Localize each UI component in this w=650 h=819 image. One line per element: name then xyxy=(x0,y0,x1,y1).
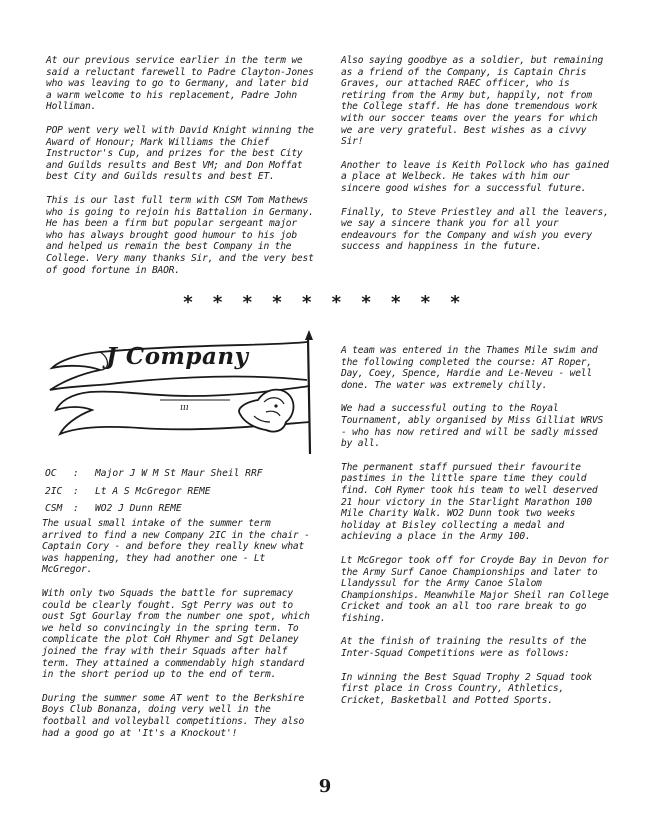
paragraph-thames-swim: A team was entered in the Thames Mile swim and the following completed the course: AT Roper, Day, Coey, Spence, Hardie and Le-Neveu - well done. The water was extremely chilly. xyxy=(341,345,598,391)
staff-name: Lt A S McGregor REME xyxy=(95,485,211,497)
bottom-left-column xyxy=(42,518,315,751)
top-right-column xyxy=(341,55,613,265)
paragraph-royal-tournament: We had a successful outing to the Royal Tournament, ably organised by Miss Gilliat WRVS - who has now retired and will be sadly missed by all. xyxy=(341,403,604,450)
svg-text:ııı: ııı xyxy=(180,403,189,413)
staff-name: Major J W M St Maur Sheil RRF xyxy=(95,468,263,479)
top-left-column xyxy=(46,55,316,288)
paragraph-canoe: Lt McGregor took off for Croyde Bay in Devon for the Army Surf Canoe Championships and later to Llandyssul for the Army Canoe Slalom Championships. Meanwhile Major Sheil ran College Cricket and took an all too rare break to go fishing. xyxy=(341,554,609,624)
bottom-right-column xyxy=(341,345,613,718)
staff-role: CSM xyxy=(45,503,63,515)
paragraph-best-squad: In winning the Best Squad Trophy 2 Squad took first place in Cross Country, Athletics, Cricket, Basketball and Potted Sports. xyxy=(341,671,592,706)
staff-row-csm xyxy=(45,500,325,518)
paragraph-squads: With only two Squads the battle for supremacy could be clearly fought. Sgt Perry was out to oust Sgt Gourlay from the number one spot, which we held so convincingly in the spring term. To complicate the plot CoH Rhymer and Sgt Delaney joined the fray with their Squads after half term. They attained a commendably high standard in the short period up to the end of term. xyxy=(42,587,310,681)
staff-row-2ic xyxy=(45,483,325,501)
staff-row-oc xyxy=(45,465,325,483)
staff-colon: : xyxy=(73,468,79,479)
paragraph-captain-graves: Also saying goodbye as a soldier, but remaining as a friend of the Company, is Captain Chris Graves, our attached RAEC officer, who is retiring from the Army but, happily, not from the College staff. He has done tremendous work with our soccer teams over the years for which we are very grateful. Best wishes as a civvy Sir! xyxy=(341,55,604,148)
paragraph-csm-farewell: This is our last full term with CSM Tom Mathews who is going to rejoin his Battalion in Germany. He has been a firm but popular sergeant major who has always brought good humour to his job and helped us remain the best Company in the College. Very many thanks Sir, and the very best of good fortune in BAOR. xyxy=(46,194,314,276)
paragraph-leavers: Finally, to Steve Priestley and all the leavers, we say a sincere thank you for all your endeavours for the Company and wish you every success and happiness in the future. xyxy=(341,206,609,253)
paragraph-pop-awards: POP went very well with David Knight winning the Award of Honour; Mark Williams the Chief Instructor's Cup, and prizes for the best City and Guilds results and Best VM; and Don Moffat best City and Guilds results and best ET. xyxy=(46,124,314,183)
page-number: 9 xyxy=(318,776,332,797)
paragraph-padre-farewell: At our previous service earlier in the term we said a reluctant farewell to Padre Clayton-Jones who was leaving to go to Germany, and later bid a warm welcome to his replacement, Padre John Holliman. xyxy=(46,55,314,113)
paragraph-berkshire: During the summer some AT went to the Berkshire Boys Club Bonanza, doing very well in the football and volleyball competitions. They also had a good go at 'It's a Knockout'! xyxy=(42,692,305,739)
section-separator: * * * * * * * * * * xyxy=(183,292,467,313)
staff-role: OC xyxy=(45,468,57,479)
banner-title: J Company xyxy=(106,343,249,370)
company-staff-list xyxy=(45,465,325,518)
paragraph-permanent-staff: The permanent staff pursued their favourite pastimes in the little spare time they could find. CoH Rymer took his team to well deserved 21 hour victory in the Starlight Marathon 100 Mile Charity Walk. WO2 Dunn took two weeks holiday at Bisley collecting a medal and achieving a place in the Army 100. xyxy=(341,461,598,543)
staff-name: WO2 J Dunn REME xyxy=(95,503,182,515)
staff-colon: : xyxy=(73,503,79,515)
paragraph-keith-pollock: Another to leave is Keith Pollock who has gained a place at Welbeck. He takes with him our sincere good wishes for a successful future. xyxy=(341,159,609,194)
paragraph-summer-intake: The usual small intake of the summer term arrived to find a new Company 2IC in the chair - Captain Cory - and before they really knew what was happening, they had another one - Lt McGregor. xyxy=(42,518,310,576)
staff-colon: : xyxy=(73,485,79,497)
staff-role: 2IC xyxy=(45,485,63,497)
paragraph-inter-squad: At the finish of training the results of the Inter-Squad Competitions were as follows: xyxy=(341,636,587,660)
